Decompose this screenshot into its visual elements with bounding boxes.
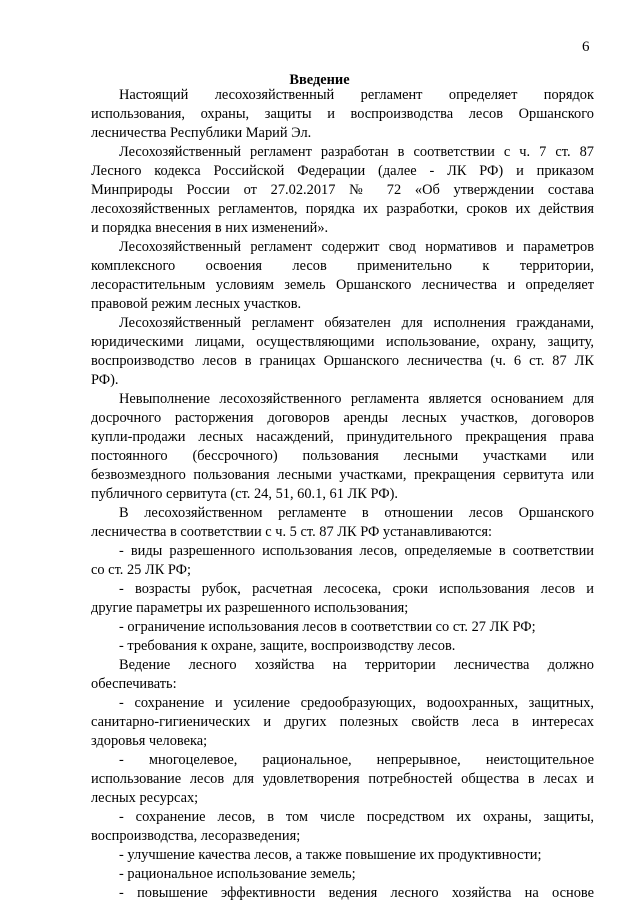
text-line: лесничества Республики Марий Эл.	[91, 125, 312, 141]
text-line: - сохранение лесов, в том числе посредством их охраны, защиты,	[119, 809, 594, 825]
text-line: другие параметры их разрешенного использования;	[91, 600, 409, 616]
text-line: - улучшение качества лесов, а также повышение их продуктивности;	[119, 847, 542, 863]
text-line: воспроизводства, лесоразведения;	[91, 828, 301, 844]
text-line: лесорастительным условиям земель Оршанского лесничества и определяет	[91, 277, 594, 293]
text-line: Лесохозяйственный регламент разработан в соответствии с ч. 7 ст. 87	[119, 144, 594, 160]
text-line: Настоящий лесохозяйственный регламент определяет порядок	[119, 87, 594, 103]
text-line: - ограничение использования лесов в соответствии со ст. 27 ЛК РФ;	[119, 619, 536, 635]
text-line: обеспечивать:	[91, 676, 177, 692]
text-line: правовой режим лесных участков.	[91, 296, 302, 312]
text-line: - повышение эффективности ведения лесного хозяйства на основе	[119, 885, 594, 901]
text-line: Невыполнение лесохозяйственного регламента является основанием для	[119, 391, 594, 407]
text-line: В лесохозяйственном регламенте в отношении лесов Оршанского	[119, 505, 594, 521]
text-line: санитарно-гигиенических и других полезных свойств леса в интересах	[91, 714, 594, 730]
text-line: использование лесов для удовлетворения потребностей общества в лесах и	[91, 771, 594, 787]
document-title: Введение	[289, 72, 350, 88]
text-line: лесничества в соответствии с ч. 5 ст. 87 ЛК РФ устанавливаются:	[91, 524, 492, 540]
text-line: - возрасты рубок, расчетная лесосека, сроки использования лесов и	[119, 581, 594, 597]
text-line: - многоцелевое, рациональное, непрерывное, неистощительное	[119, 752, 594, 768]
text-line: - виды разрешенного использования лесов, определяемые в соответствии	[119, 543, 594, 559]
text-line: РФ).	[91, 372, 119, 388]
page-number: 6	[582, 39, 590, 55]
text-line: Лесного кодекса Российской Федерации (далее - ЛК РФ) и приказом	[91, 163, 594, 179]
text-line: - рациональное использование земель;	[119, 866, 356, 882]
text-line: постоянного (бессрочного) пользования лесными участками или	[91, 448, 594, 464]
text-line: и порядка внесения в них изменений».	[91, 220, 329, 236]
text-line: купли-продажи лесных насаждений, принудительного прекращения права	[91, 429, 594, 445]
text-line: воспроизводство лесов в границах Оршанского лесничества (ч. 6 ст. 87 ЛК	[91, 353, 594, 369]
text-line: комплексного освоения лесов применительно к территории,	[91, 258, 594, 274]
text-line: здоровья человека;	[91, 733, 208, 749]
document-body	[91, 86, 594, 903]
text-line: лесных ресурсах;	[91, 790, 199, 806]
text-line: Лесохозяйственный регламент содержит свод нормативов и параметров	[119, 239, 594, 255]
text-line: безвозмездного пользования лесными участками, прекращения сервитута или	[91, 467, 594, 483]
text-line: досрочного расторжения договоров аренды лесных участков, договоров	[91, 410, 594, 426]
text-line: - требования к охране, защите, воспроизводству лесов.	[119, 638, 456, 654]
text-line: Минприроды России от 27.02.2017 № 72 «Об утверждении состава	[91, 182, 594, 198]
text-line: лесохозяйственных регламентов, порядка их разработки, сроков их действия	[91, 201, 594, 217]
text-line: публичного сервитута (ст. 24, 51, 60.1, 61 ЛК РФ).	[91, 486, 399, 502]
text-line: Лесохозяйственный регламент обязателен для исполнения гражданами,	[119, 315, 594, 331]
text-line: Ведение лесного хозяйства на территории лесничества должно	[119, 657, 594, 673]
text-line: юридическими лицами, осуществляющими использование, охрану, защиту,	[91, 334, 594, 350]
text-line: использования, охраны, защиты и воспроизводства лесов Оршанского	[91, 106, 594, 122]
text-line: - сохранение и усиление средообразующих, водоохранных, защитных,	[119, 695, 594, 711]
text-line: со ст. 25 ЛК РФ;	[91, 562, 192, 578]
